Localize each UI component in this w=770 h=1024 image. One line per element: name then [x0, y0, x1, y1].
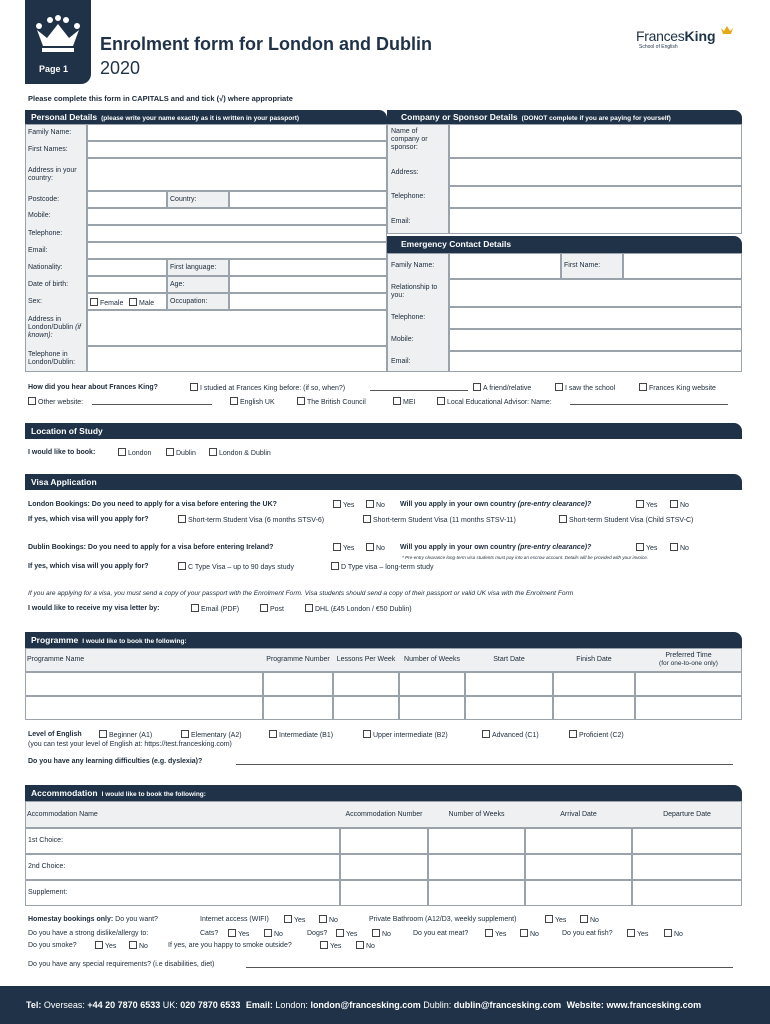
sex-female-option[interactable]: Female — [90, 298, 123, 308]
occupation-field[interactable] — [229, 293, 387, 310]
visa-letter-question: I would like to receive my visa letter by: — [28, 605, 160, 612]
email-label: Email: — [28, 247, 48, 254]
acc-col-name: Accommodation Name — [27, 810, 98, 818]
level-c1-option[interactable]: Advanced (C1) — [482, 730, 539, 740]
emergency-email-field[interactable] — [449, 351, 742, 372]
emergency-family-name-label: Family Name: — [391, 262, 435, 269]
address-london-field[interactable] — [87, 310, 387, 346]
smoke-label: Do you smoke? — [28, 942, 77, 949]
company-email-field[interactable] — [449, 208, 742, 234]
hear-friend-option[interactable]: A friend/relative — [473, 383, 531, 393]
company-address-field[interactable] — [449, 158, 742, 186]
telephone-label: Telephone: — [28, 230, 63, 237]
dublin-visa-no[interactable]: No — [366, 543, 385, 553]
prog-col-number: Programme Number — [266, 656, 330, 663]
level-a1-option[interactable]: Beginner (A1) — [99, 730, 152, 740]
special-requirements-label: Do you have any special requirements? (i.e disabilities, diet) — [28, 961, 215, 968]
page-title: Enrolment form for London and Dublin — [100, 34, 432, 54]
address-country-field[interactable] — [87, 158, 387, 191]
first-language-label: First language: — [170, 264, 217, 271]
footer-website-link[interactable]: www.francesking.com — [606, 1000, 702, 1010]
accommodation-header: Accommodation I would like to book the following: — [25, 785, 742, 801]
dublin-visa-yes[interactable]: Yes — [333, 543, 354, 553]
relationship-label: Relationship to you: — [391, 284, 438, 299]
acc-supplement-row[interactable] — [25, 880, 340, 906]
mobile-label: Mobile: — [28, 212, 51, 219]
footer-dublin-email[interactable]: dublin@francesking.com — [453, 1000, 562, 1010]
crown-icon — [33, 14, 83, 54]
footer-bar: Tel: Overseas: +44 20 7870 6533 UK: 020 7870 6533 Email: London: london@francesking.com Dublin: dublin@francesking.com Website: www.francesking.com — [0, 986, 770, 1024]
dob-label: Date of birth: — [28, 281, 69, 288]
sex-label: Sex: — [28, 298, 43, 305]
hear-english-uk-option[interactable]: English UK — [230, 397, 275, 407]
personal-details-header: Personal Details (please write your name exactly as it is written in your passport) — [25, 110, 387, 124]
wifi-yes[interactable]: Yes — [284, 915, 305, 925]
passport-note: If you are applying for a visa, you must send a copy of your passport with the Enrolment Form. Visa students should send a copy of their passport or valid UK visa with the Enrolment Form — [28, 590, 574, 597]
supplement-label: Supplement: — [28, 889, 68, 896]
address-london-label: Address in London/Dublin (if known): — [28, 316, 81, 339]
learning-difficulties-line[interactable] — [236, 764, 733, 765]
hear-british-council-option[interactable]: The British Council — [297, 397, 366, 407]
london-visa-yes[interactable]: Yes — [333, 500, 354, 510]
london-visa-no[interactable]: No — [366, 500, 385, 510]
email-field[interactable] — [87, 242, 387, 259]
prog-col-start: Start Date — [493, 656, 525, 663]
special-requirements-line[interactable] — [246, 967, 733, 968]
prog-col-pref: Preferred Time (for one-to-one only) — [659, 652, 718, 667]
eat-fish-yes[interactable]: Yes — [627, 929, 648, 939]
local-advisor-line[interactable] — [570, 404, 728, 405]
escrow-note: * Pre-entry clearance long-term visa students must pay into an escrow account. Details will be provided with your invoice. — [402, 555, 649, 560]
bathroom-no[interactable]: No — [580, 915, 599, 925]
instructions: Please complete this form in CAPITALS and and tick (√) where appropriate — [28, 94, 293, 103]
occupation-label: Occupation: — [170, 298, 208, 305]
level-c2-option[interactable]: Proficient (C2) — [569, 730, 624, 740]
country-field[interactable] — [229, 191, 387, 208]
tel-london-field[interactable] — [87, 346, 387, 372]
homestay-row-1: Homestay bookings only: Do you want? — [28, 916, 158, 923]
family-name-field[interactable] — [87, 124, 387, 141]
cats-yes[interactable]: Yes — [228, 929, 249, 939]
female-checkbox[interactable] — [90, 298, 98, 306]
cats-label: Cats? — [200, 930, 219, 937]
nationality-field[interactable] — [87, 259, 167, 276]
hear-website-option[interactable]: Frances King website — [639, 383, 716, 393]
hear-studied-option[interactable]: I studied at Frances King before: (if so, when?) — [190, 383, 345, 393]
hear-mei-option[interactable]: MEI — [393, 397, 415, 407]
location-question: I would like to book: — [28, 449, 96, 456]
london-which-visa-question: If yes, which visa will you apply for? — [28, 516, 149, 523]
programme-header: Programme I would like to book the following: — [25, 632, 742, 648]
dogs-no[interactable]: No — [372, 929, 391, 939]
acc-first-choice-row[interactable] — [25, 828, 340, 854]
address-country-label: Address in your country: — [28, 167, 77, 182]
hear-saw-school-option[interactable]: I saw the school — [555, 383, 615, 393]
dtype-visa-option[interactable]: D Type visa – long-term study — [331, 562, 433, 572]
wifi-no[interactable]: No — [319, 915, 338, 925]
letter-post-option[interactable]: Post — [260, 604, 284, 614]
emergency-mobile-field[interactable] — [449, 329, 742, 351]
emergency-telephone-label: Telephone: — [391, 314, 426, 321]
first-choice-label: 1st Choice: — [28, 837, 64, 844]
smoke-yes[interactable]: Yes — [95, 941, 116, 951]
eat-meat-no[interactable]: No — [520, 929, 539, 939]
second-choice-label: 2nd Choice: — [28, 863, 66, 870]
location-dublin-option[interactable]: Dublin — [166, 448, 196, 458]
smoke-outside-label: If yes, are you happy to smoke outside? — [168, 942, 292, 949]
first-language-field[interactable] — [229, 259, 387, 276]
company-name-label: Name of company or sponsor: — [391, 128, 428, 151]
family-name-label: Family Name: — [28, 129, 72, 136]
age-label: Age: — [170, 281, 185, 288]
acc-col-number: Accommodation Number — [345, 810, 423, 818]
dublin-own-country-no[interactable]: No — [670, 543, 689, 553]
emergency-family-name-field[interactable] — [449, 253, 561, 279]
visa-header: Visa Application — [25, 474, 742, 490]
learning-difficulties-question: Do you have any learning difficulties (e.g. dyslexia)? — [28, 758, 203, 765]
smoke-outside-no[interactable]: No — [356, 941, 375, 951]
acc-col-weeks: Number of Weeks — [448, 810, 505, 818]
tel-london-label: Telephone in London/Dublin: — [28, 351, 76, 366]
dob-field[interactable] — [87, 276, 167, 293]
stsv11-option[interactable]: Short-term Student Visa (11 months STSV-11) — [363, 515, 516, 525]
hear-question: How did you hear about Frances King? — [28, 384, 158, 391]
page-label: Page 1 — [39, 64, 69, 74]
dublin-own-country-yes[interactable]: Yes — [636, 543, 657, 553]
stsvc-option[interactable]: Short-term Student Visa (Child STSV-C) — [559, 515, 693, 525]
programme-row-1[interactable] — [25, 672, 263, 696]
relationship-field[interactable] — [449, 279, 742, 307]
emergency-contact-header: Emergency Contact Details — [387, 236, 742, 253]
postcode-label: Postcode: — [28, 196, 60, 203]
programme-row-2[interactable] — [25, 696, 263, 720]
form-year: 2020 — [100, 58, 141, 78]
acc-col-departure: Departure Date — [663, 810, 711, 818]
male-checkbox[interactable] — [129, 298, 137, 306]
level-test-note: (you can test your level of English at: https://test.francesking.com) — [28, 741, 232, 748]
london-own-country-yes[interactable]: Yes — [636, 500, 657, 510]
country-label: Country: — [170, 196, 197, 203]
logo-crown-icon — [720, 25, 734, 35]
london-visa-question: London Bookings: Do you need to apply for a visa before entering the UK? — [28, 501, 277, 508]
prog-col-name: Programme Name — [27, 656, 85, 663]
london-own-country-no[interactable]: No — [670, 500, 689, 510]
wifi-label: Internet access (WIFI) — [200, 916, 269, 923]
hear-studied-line[interactable] — [370, 390, 468, 391]
other-website-line[interactable] — [92, 404, 212, 405]
dublin-own-country-question: Will you apply in your own country (pre-entry clearance)? — [400, 544, 592, 551]
first-names-label: First Names: — [28, 146, 68, 153]
company-details-header: Company or Sponsor Details (DONOT complete if you are paying for yourself) — [387, 110, 742, 124]
level-a2-option[interactable]: Elementary (A2) — [181, 730, 242, 740]
mobile-field[interactable] — [87, 208, 387, 225]
prog-col-weeks: Number of Weeks — [404, 656, 460, 663]
cats-no[interactable]: No — [264, 929, 283, 939]
smoke-no[interactable]: No — [129, 941, 148, 951]
emergency-telephone-field[interactable] — [449, 307, 742, 329]
bathroom-label: Private Bathroom (A12/D3, weekly supplement) — [369, 916, 517, 923]
dublin-visa-question: Dublin Bookings: Do you need to apply for a visa before entering Ireland? — [28, 544, 274, 551]
eat-fish-no[interactable]: No — [664, 929, 683, 939]
footer-london-email[interactable]: london@francesking.com — [310, 1000, 421, 1010]
level-b1-option[interactable]: Intermediate (B1) — [269, 730, 333, 740]
brand-logo: FrancesKing School of English — [636, 28, 746, 52]
eat-meat-label: Do you eat meat? — [413, 930, 469, 937]
location-london-option[interactable]: London — [118, 448, 151, 458]
age-field[interactable] — [229, 276, 387, 293]
london-own-country-question: Will you apply in your own country (pre-entry clearance)? — [400, 501, 592, 508]
company-telephone-label: Telephone: — [391, 193, 426, 200]
emergency-first-name-field[interactable] — [623, 253, 742, 279]
level-b2-option[interactable]: Upper intermediate (B2) — [363, 730, 448, 740]
ctype-visa-option[interactable]: C Type Visa – up to 90 days study — [178, 562, 294, 572]
eat-meat-yes[interactable]: Yes — [485, 929, 506, 939]
first-names-field[interactable] — [87, 141, 387, 158]
emergency-first-name-label: First Name: — [564, 262, 601, 269]
prog-col-finish: Finish Date — [576, 656, 612, 663]
dislike-label: Do you have a strong dislike/allergy to: — [28, 930, 149, 937]
telephone-field[interactable] — [87, 225, 387, 242]
company-address-label: Address: — [391, 169, 419, 176]
dogs-label: Dogs? — [307, 930, 328, 937]
stsv6-option[interactable]: Short-term Student Visa (6 months STSV-6) — [178, 515, 324, 525]
emergency-email-label: Email: — [391, 358, 411, 365]
postcode-field[interactable] — [87, 191, 167, 208]
hear-local-advisor-option[interactable]: Local Educational Advisor: Name: — [437, 397, 552, 407]
acc-col-arrival: Arrival Date — [560, 810, 597, 818]
prog-col-lessons: Lessons Per Week — [336, 656, 396, 663]
acc-second-choice-row[interactable] — [25, 854, 340, 880]
company-telephone-field[interactable] — [449, 186, 742, 208]
location-london-dublin-option[interactable]: London & Dublin — [209, 448, 271, 458]
bathroom-yes[interactable]: Yes — [545, 915, 566, 925]
letter-email-option[interactable]: Email (PDF) — [191, 604, 239, 614]
dublin-which-visa-question: If yes, which visa will you apply for? — [28, 563, 149, 570]
sex-male-option[interactable]: Male — [129, 298, 154, 308]
hear-other-website-option[interactable]: Other website: — [28, 397, 83, 407]
dogs-yes[interactable]: Yes — [336, 929, 357, 939]
page-badge — [25, 0, 91, 84]
emergency-mobile-label: Mobile: — [391, 336, 414, 343]
location-header: Location of Study — [25, 423, 742, 439]
company-name-field[interactable] — [449, 124, 742, 158]
smoke-outside-yes[interactable]: Yes — [320, 941, 341, 951]
eat-fish-label: Do you eat fish? — [562, 930, 613, 937]
nationality-label: Nationality: — [28, 264, 63, 271]
letter-dhl-option[interactable]: DHL (£45 London / €50 Dublin) — [305, 604, 412, 614]
company-email-label: Email: — [391, 218, 411, 225]
level-label: Level of English — [28, 731, 82, 738]
